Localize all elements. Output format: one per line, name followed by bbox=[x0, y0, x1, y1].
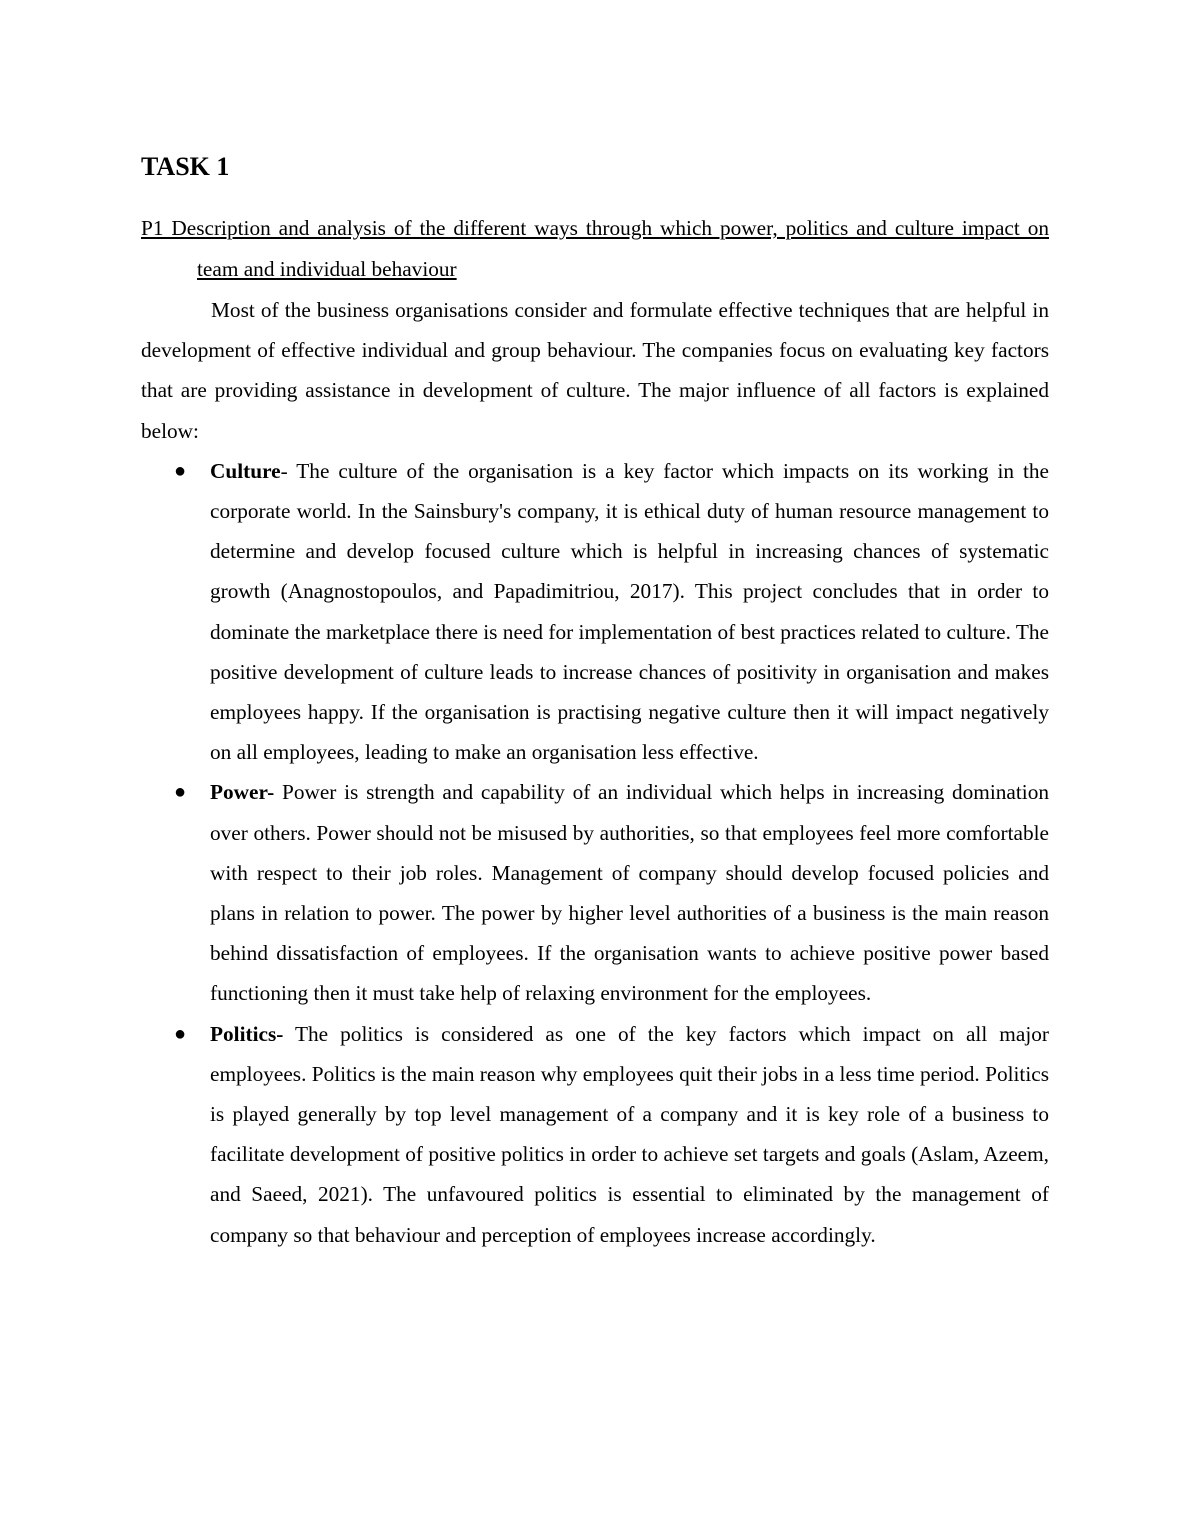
bullet-icon: ● bbox=[174, 459, 187, 482]
intro-paragraph: Most of the business organisations consider and formulate effective techniques that are helpful in development of effective individual and group behaviour. The companies focus on evaluating key factors that are providing assistance in development of culture. The major influence of all factors is explained below: bbox=[141, 298, 1049, 443]
list-item-culture bbox=[141, 451, 1049, 773]
factor-text: Power is strength and capability of an individual which helps in increasing domination over others. Power should not be misused by authorities, so that employees feel more comfortable with respect to their job roles. Management of company should develop focused policies and plans in relation to power. The power by higher level authorities of a business is the main reason behind dissatisfaction of employees. If the organisation wants to achieve positive power based functioning then it must take help of relaxing environment for the employees. bbox=[210, 780, 1049, 1006]
factor-separator bbox=[283, 1022, 295, 1046]
factor-text: The culture of the organisation is a key factor which impacts on its working in the corporate world. In the Sainsbury's company, it is ethical duty of human resource management to determine and develop focused culture which is helpful in increasing chances of systematic growth (Anagnostopoulos, and Papadimitriou, 2017). This project concludes that in order to dominate the marketplace there is need for implementation of best practices related to culture. The positive development of culture leads to increase chances of positivity in organisation and makes employees happy. If the organisation is practising negative culture then it will impact negatively on all employees, leading to make an organisation less effective. bbox=[210, 458, 1049, 765]
factor-separator bbox=[274, 780, 282, 804]
factor-separator: - bbox=[280, 458, 297, 483]
section-title: P1 Description and analysis of the different ways through which power, politics and culture impact on team and individual behaviour bbox=[141, 216, 1049, 281]
factor-name: Power- bbox=[210, 780, 275, 805]
factor-name: Politics- bbox=[210, 1021, 284, 1046]
factor-list bbox=[141, 451, 1049, 1255]
bullet-icon: ● bbox=[174, 1022, 187, 1045]
task-heading: TASK 1 bbox=[141, 152, 230, 181]
bullet-icon: ● bbox=[174, 781, 187, 804]
factor-text: The politics is considered as one of the key factors which impact on all major employees. Politics is the main reason why employees quit their jobs in a less time period. Politics is played generally by top level management of a company and it is key role of a business to facilitate development of positive politics in order to achieve set targets and goals (Aslam, Azeem, and Saeed, 2021). The unfavoured politics is essential to eliminated by the management of company so that behaviour and perception of employees increase accordingly. bbox=[210, 1021, 1049, 1247]
factor-name: Culture bbox=[210, 458, 281, 483]
list-item-politics bbox=[141, 1014, 1049, 1255]
document-page bbox=[141, 150, 1049, 1255]
list-item-power bbox=[141, 772, 1049, 1013]
